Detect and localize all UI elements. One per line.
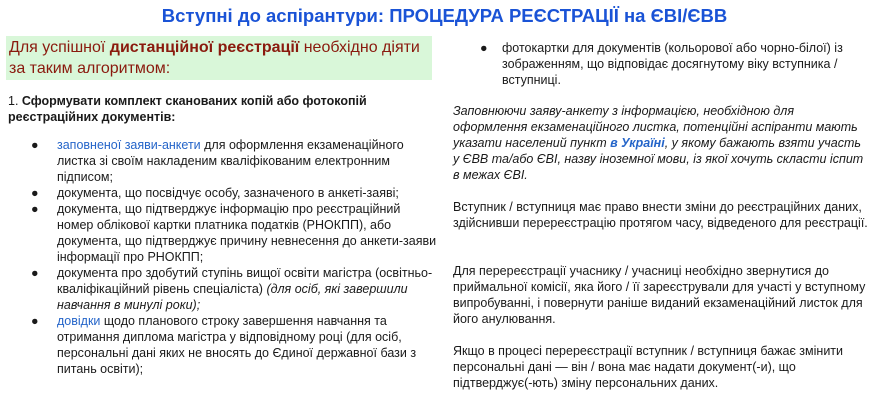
paragraph-reregistration: Для перереєстрації учаснику / учасниці необхідно звернутися до приймальної комісії, яка його / її зареєстрували для участі у вступному випробуванні, і повернути раніше виданий екзаменаційний листок для його анулювання. bbox=[453, 264, 866, 326]
page-title: Вступні до аспірантури: ПРОЦЕДУРА РЕЄСТРАЦІЇ на ЄВІ/ЄВВ bbox=[161, 5, 728, 26]
form-note-after: , у якому бажають взяти участь у ЄВВ та/або ЄВІ, назву іноземної мови, із якої хочуть скласти іспит в межах ЄВІ. bbox=[453, 136, 864, 182]
certificate-link[interactable]: довідки bbox=[57, 314, 101, 328]
list-item-text: документа, що посвідчує особу, зазначеного в анкеті-заяві; bbox=[57, 186, 399, 200]
bullet-icon: ● bbox=[31, 202, 39, 216]
documents-list bbox=[0, 137, 440, 377]
paragraph-change: Вступник / вступниця має право внести зміни до реєстраційних даних, здійснивши перереєстрацію протягом часу, відведеного для реєстрації. bbox=[453, 200, 868, 230]
intro-bold: дистанційної реєстрації bbox=[109, 39, 300, 56]
list-item-text: документа, що підтверджує інформацію про реєстраційний номер облікової картки платника податків (РНОКПП), або документа, що підтверджує причину невнесення до анкети-заяви інформації про РНОКПП; bbox=[57, 202, 437, 264]
list-item-text: документа про здобутий ступінь вищої освіти магістра (освітньо-кваліфікаційний рівень спеціаліста) bbox=[57, 266, 433, 296]
step-text: Сформувати комплект сканованих копій або фотокопій реєстраційних документів: bbox=[8, 94, 367, 124]
list-item bbox=[0, 265, 440, 313]
photo-item-text: фотокартки для документів (кольорової або чорно-білої) із зображенням, що відповідає досягнутому віку вступника / вступниці. bbox=[502, 41, 843, 87]
bullet-icon: ● bbox=[31, 266, 39, 280]
form-note-highlight: в Україні bbox=[610, 136, 665, 150]
list-item bbox=[0, 185, 440, 201]
list-item-note: (для осіб, які завершили навчання в минулі роки); bbox=[57, 282, 408, 312]
photo-item bbox=[453, 40, 868, 88]
list-item-text: щодо планового строку завершення навчання та отримання диплома магістра у відповідному році (для осіб, персональні дані яких не вносять до Єдиної державної бази з питань освіти); bbox=[57, 314, 417, 376]
form-note-before: Заповнюючи заяву-анкету з інформацією, необхідною для оформлення екзаменаційного листка, потенційні аспіранти мають указати населений пункт bbox=[453, 104, 858, 150]
application-form-link[interactable]: заповненої заяви-анкети bbox=[57, 138, 201, 152]
list-item-text: для оформлення екзаменаційного листка зі своїм накладеним кваліфікованим електронним підписом; bbox=[57, 138, 404, 184]
paragraph-personal-data: Якщо в процесі перереєстрації вступник / вступниця бажає змінити персональні дані — він / вона має надати документ(-и), що підтверджує(-ють) зміну персональних даних. bbox=[453, 344, 844, 390]
intro-highlight bbox=[6, 36, 432, 80]
list-item bbox=[0, 313, 440, 377]
bullet-icon: ● bbox=[480, 41, 488, 55]
list-item bbox=[0, 201, 440, 265]
bullet-icon: ● bbox=[31, 314, 39, 328]
step-1 bbox=[8, 93, 418, 125]
intro-suffix: необхідно діяти за таким алгоритмом: bbox=[9, 39, 420, 77]
bullet-icon: ● bbox=[31, 186, 39, 200]
bullet-icon: ● bbox=[31, 138, 39, 152]
list-item bbox=[0, 137, 440, 185]
form-note bbox=[453, 103, 868, 183]
step-number: 1. bbox=[8, 94, 22, 108]
intro-prefix: Для успішної bbox=[9, 39, 110, 56]
